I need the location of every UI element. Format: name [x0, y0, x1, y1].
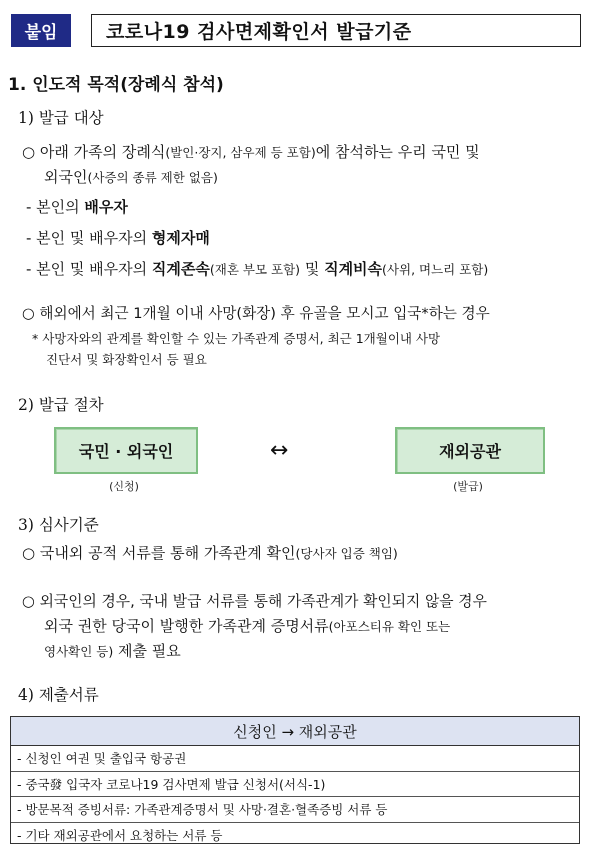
attachment-tag: 붙임 — [11, 14, 71, 47]
subsection-documents-label: 4) 제출서류 — [18, 686, 99, 704]
applicant-box: 국민 · 외국인 — [54, 427, 198, 474]
table-row: - 신청인 여권 및 출입국 항공권 — [11, 746, 579, 772]
document-title: 코로나19 검사면제확인서 발급기준 — [91, 14, 581, 47]
consulate-caption: (발급) — [453, 480, 483, 493]
consulate-box: 재외공관 — [395, 427, 545, 474]
table-row: - 방문목적 증빙서류: 가족관계증명서 및 사망·결혼·혈족증빙 서류 등 — [11, 797, 579, 823]
applicant-caption: (신청) — [109, 480, 139, 493]
bidirectional-arrow-icon: ↔ — [270, 438, 289, 463]
subsection-criteria-label: 3) 심사기준 — [18, 516, 99, 534]
criteria-bullet-public-docs: ○ 국내외 공적 서류를 통해 가족관계 확인(당사자 입증 책임) — [22, 544, 398, 562]
eligibility-bullet-line2: 외국인(사증의 종류 제한 없음) — [44, 168, 218, 186]
subsection-procedure-label: 2) 발급 절차 — [18, 396, 104, 414]
table-row: - 중국發 입국자 코로나19 검사면제 발급 신청서(서식-1) — [11, 772, 579, 798]
eligibility-bullet-remains: ○ 해외에서 최근 1개월 이내 사망(화장) 후 유골을 모시고 입국*하는 경우 — [22, 305, 490, 322]
table-row: - 기타 재외공관에서 요청하는 서류 등 — [17, 827, 223, 843]
eligibility-bullet-line1: ○ 아래 가족의 장례식(발인·장지, 삼우제 등 포함)에 참석하는 우리 국민 및 — [22, 143, 480, 161]
subsection-eligibility-label: 1) 발급 대상 — [18, 109, 104, 127]
eligibility-dash-lineal: - 본인 및 배우자의 직계존속(재혼 부모 포함) 및 직계비속(사위, 며느리 포함) — [26, 260, 489, 278]
eligibility-note-line2: 진단서 및 화장확인서 등 필요 — [46, 352, 207, 367]
eligibility-note-line1: * 사망자와의 관계를 확인할 수 있는 가족관계 증명서, 최근 1개월이내 사망 — [32, 331, 441, 346]
eligibility-dash-siblings: - 본인 및 배우자의 형제자매 — [26, 229, 210, 247]
criteria-bullet-foreigner-line3: 영사확인 등) 제출 필요 — [44, 642, 181, 660]
section-heading: 1. 인도적 목적(장례식 참석) — [8, 75, 224, 95]
criteria-bullet-foreigner-line2: 외국 권한 당국이 발행한 가족관계 증명서류(아포스티유 확인 또는 — [44, 617, 451, 635]
documents-table-header: 신청인 → 재외공관 — [11, 717, 579, 746]
documents-table — [10, 716, 580, 844]
eligibility-dash-spouse: - 본인의 배우자 — [26, 198, 128, 216]
criteria-bullet-foreigner-line1: ○ 외국인의 경우, 국내 발급 서류를 통해 가족관계가 확인되지 않을 경우 — [22, 593, 487, 610]
